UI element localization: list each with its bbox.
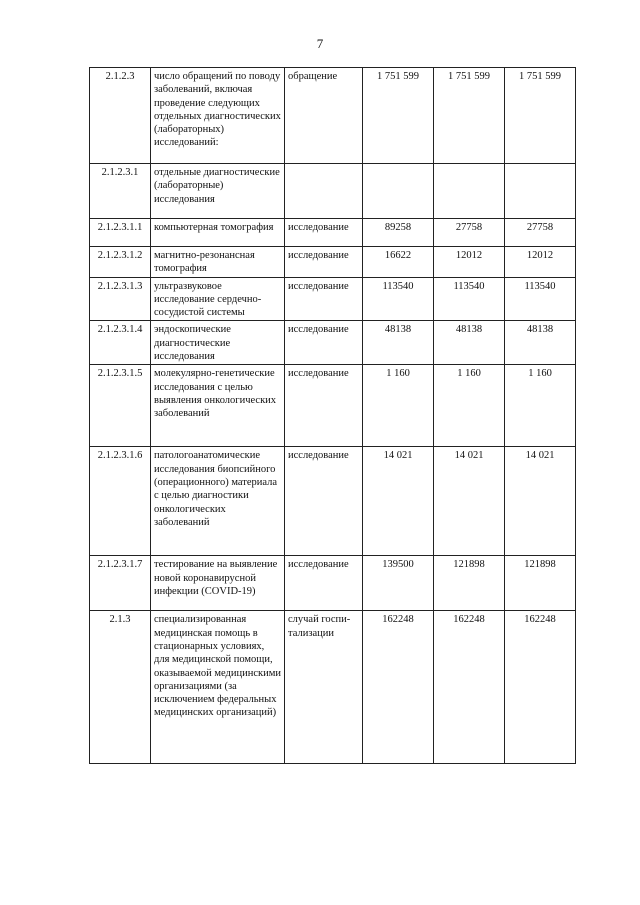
row-unit-cell: случай госпи-тализации [285,611,363,764]
table-row [90,447,576,556]
row-value-3-cell: 162248 [505,611,576,764]
row-name-cell: магнитно-резонансная томография [151,247,285,278]
row-value-1-cell: 162248 [363,611,434,764]
row-name-cell: компьютерная томография [151,219,285,247]
row-value-2-cell: 162248 [434,611,505,764]
row-unit-cell: исследование [285,321,363,365]
row-value-2-cell: 27758 [434,219,505,247]
row-name-cell: ультразвуковое исследование сердечно-сосудистой системы [151,277,285,321]
row-name-cell: эндоскопические диагностические исследования [151,321,285,365]
row-value-2-cell: 113540 [434,277,505,321]
row-value-1-cell: 14 021 [363,447,434,556]
row-unit-cell: исследование [285,556,363,611]
row-value-3-cell: 1 751 599 [505,68,576,164]
row-name-cell: отдельные диагностические (лабораторные) исследования [151,164,285,219]
row-code-cell: 2.1.2.3.1.4 [90,321,151,365]
row-unit-cell: исследование [285,447,363,556]
row-unit-cell: исследование [285,365,363,447]
row-value-3-cell: 113540 [505,277,576,321]
row-unit-cell [285,164,363,219]
table-row [90,556,576,611]
row-code-cell: 2.1.3 [90,611,151,764]
table-row [90,164,576,219]
row-unit-cell: обращение [285,68,363,164]
row-value-1-cell [363,164,434,219]
row-value-2-cell: 48138 [434,321,505,365]
row-code-cell: 2.1.2.3.1 [90,164,151,219]
row-value-3-cell: 1 160 [505,365,576,447]
table-row [90,611,576,764]
row-value-2-cell: 14 021 [434,447,505,556]
row-name-cell: число обращений по поводу заболеваний, включая проведение следующих отдельных диагностических (лабораторных) исследований: [151,68,285,164]
row-name-cell: специализированная медицинская помощь в стационарных условиях, для медицинской помощи, оказываемой медицинскими организациями (за исключением федеральных медицинских организаций) [151,611,285,764]
page-number: 7 [316,36,324,51]
row-value-2-cell: 1 160 [434,365,505,447]
row-code-cell: 2.1.2.3.1.7 [90,556,151,611]
row-value-1-cell: 1 160 [363,365,434,447]
row-unit-cell: исследование [285,277,363,321]
row-value-1-cell: 89258 [363,219,434,247]
table-row [90,247,576,278]
row-value-1-cell: 48138 [363,321,434,365]
table-row [90,68,576,164]
row-code-cell: 2.1.2.3.1.2 [90,247,151,278]
row-value-2-cell: 12012 [434,247,505,278]
row-value-3-cell: 48138 [505,321,576,365]
row-code-cell: 2.1.2.3 [90,68,151,164]
row-code-cell: 2.1.2.3.1.5 [90,365,151,447]
table-row [90,321,576,365]
row-unit-cell: исследование [285,219,363,247]
row-code-cell: 2.1.2.3.1.1 [90,219,151,247]
table-row [90,219,576,247]
row-value-1-cell: 1 751 599 [363,68,434,164]
row-value-3-cell: 27758 [505,219,576,247]
row-name-cell: патологоанатомические исследования биопсийного (операционного) материала с целью диагностики онкологических заболеваний [151,447,285,556]
row-code-cell: 2.1.2.3.1.3 [90,277,151,321]
row-name-cell: молекулярно-генетические исследования с целью выявления онкологических заболеваний [151,365,285,447]
row-unit-cell: исследование [285,247,363,278]
row-value-2-cell: 121898 [434,556,505,611]
indicators-table [89,67,576,764]
row-value-1-cell: 139500 [363,556,434,611]
table-row [90,365,576,447]
row-value-1-cell: 16622 [363,247,434,278]
row-value-3-cell [505,164,576,219]
table-row [90,277,576,321]
row-value-3-cell: 12012 [505,247,576,278]
row-code-cell: 2.1.2.3.1.6 [90,447,151,556]
row-name-cell: тестирование на выявление новой коронавирусной инфекции (COVID-19) [151,556,285,611]
row-value-3-cell: 121898 [505,556,576,611]
row-value-2-cell [434,164,505,219]
row-value-2-cell: 1 751 599 [434,68,505,164]
table-body [90,68,576,764]
row-value-3-cell: 14 021 [505,447,576,556]
row-value-1-cell: 113540 [363,277,434,321]
